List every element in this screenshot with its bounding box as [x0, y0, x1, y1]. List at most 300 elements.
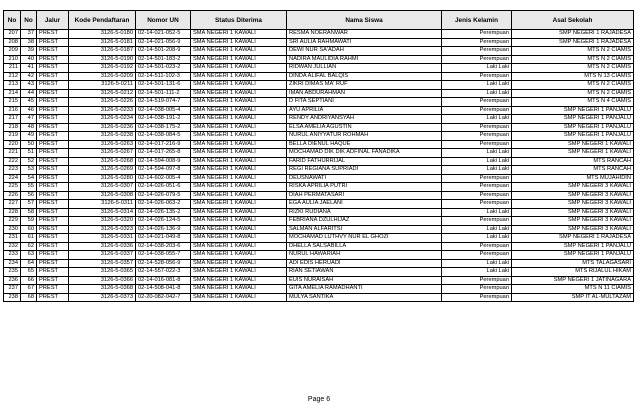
cell-no: 230	[4, 225, 21, 234]
cell-no-sub: 51	[21, 149, 37, 158]
cell-status-diterima: SMA NEGERI 1 KAWALI	[191, 259, 287, 268]
cell-status-diterima: SMA NEGERI 1 KAWALI	[191, 217, 287, 226]
page-number: Page 6	[307, 396, 331, 403]
cell-jenis-kelamin: Laki Laki	[442, 208, 512, 217]
cell-status-diterima: SMA NEGERI 1 KAWALI	[191, 64, 287, 73]
cell-nomor-un: 02-14-511-102-3	[136, 72, 191, 81]
cell-no: 217	[4, 115, 21, 124]
cell-kode-pendaftaran: 3126-5-0181	[69, 38, 136, 47]
cell-jalur: PREST	[37, 132, 69, 141]
cell-nomor-un: 02-14-501-208-9	[136, 47, 191, 56]
cell-nama-siswa: RESMA NOERANWAR	[287, 30, 442, 39]
cell-no-sub: 53	[21, 166, 37, 175]
cell-kode-pendaftaran: 3126-5-0236	[69, 123, 136, 132]
cell-nama-siswa: DEWI NUR SA'ADAH	[287, 47, 442, 56]
header-jenis-kelamin: Jenis Kelamin	[442, 11, 512, 30]
cell-status-diterima: SMA NEGERI 1 KAWALI	[191, 115, 287, 124]
header-no: No	[4, 11, 21, 30]
table-row	[4, 259, 634, 268]
cell-kode-pendaftaran: 3126-5-0187	[69, 47, 136, 56]
cell-asal-sekolah: MTS RANCAH	[512, 157, 634, 166]
table-row	[4, 47, 634, 56]
cell-asal-sekolah: MTS N 2 CIAMIS	[512, 55, 634, 64]
cell-nama-siswa: RISKA APRILIA PUTRI	[287, 183, 442, 192]
table-row	[4, 268, 634, 277]
cell-nomor-un: 02-14-026-063-2	[136, 200, 191, 209]
cell-asal-sekolah: MTS N 11 CIAMIS	[512, 285, 634, 294]
cell-kode-pendaftaran: 3126-5-0320	[69, 217, 136, 226]
cell-jenis-kelamin: Perempuan	[442, 140, 512, 149]
cell-nomor-un: 02-14-594-008-9	[136, 157, 191, 166]
cell-status-diterima: SMA NEGERI 1 KAWALI	[191, 89, 287, 98]
cell-kode-pendaftaran: 3126-5-0234	[69, 115, 136, 124]
cell-kode-pendaftaran: 3126-5-0190	[69, 55, 136, 64]
cell-status-diterima: SMA NEGERI 1 KAWALI	[191, 98, 287, 107]
cell-kode-pendaftaran: 3126-5-0267	[69, 149, 136, 158]
cell-status-diterima: SMA NEGERI 1 KAWALI	[191, 234, 287, 243]
table-row	[4, 132, 634, 141]
cell-jalur: PREST	[37, 251, 69, 260]
cell-asal-sekolah: SMP NEGERI 1 RAJADESA	[512, 38, 634, 47]
cell-kode-pendaftaran: 3126-5-0308	[69, 191, 136, 200]
table-row	[4, 208, 634, 217]
cell-asal-sekolah: SMP NEGERI 1 PANJALU	[512, 106, 634, 115]
cell-no-sub: 52	[21, 157, 37, 166]
cell-nama-siswa: NURUL HAWARIAH	[287, 251, 442, 260]
cell-no: 209	[4, 47, 21, 56]
header-kode-pendaftaran: Kode Pendaftaran	[69, 11, 136, 30]
cell-no: 211	[4, 64, 21, 73]
cell-kode-pendaftaran: 3126-5-0269	[69, 166, 136, 175]
cell-status-diterima: SMA NEGERI 1 KAWALI	[191, 30, 287, 39]
cell-asal-sekolah: SMP NEGERI 3 KAWALI	[512, 183, 634, 192]
cell-nomor-un: 02-14-017-216-9	[136, 140, 191, 149]
header-asal-sekolah: Asal Sekolah	[512, 11, 634, 30]
cell-kode-pendaftaran: 3126-5-0336	[69, 242, 136, 251]
cell-jenis-kelamin: Perempuan	[442, 251, 512, 260]
cell-jalur: PREST	[37, 217, 69, 226]
cell-jenis-kelamin: Perempuan	[442, 47, 512, 56]
cell-nama-siswa: RENDY ANDRIYANSYAH	[287, 115, 442, 124]
table-row	[4, 64, 634, 73]
cell-kode-pendaftaran: 3126-5-0211	[69, 81, 136, 90]
cell-nomor-un: 02-14-501-111-2	[136, 89, 191, 98]
table-row	[4, 242, 634, 251]
cell-status-diterima: SMA NEGERI 1 KAWALI	[191, 191, 287, 200]
header-status-diterima: Status Diterima	[191, 11, 287, 30]
cell-jenis-kelamin: Perempuan	[442, 106, 512, 115]
cell-nama-siswa: REGI REGIANA SUPRIADI	[287, 166, 442, 175]
cell-asal-sekolah: MTS MUJAHIDIN	[512, 174, 634, 183]
cell-nomor-un: 02-14-501-131-6	[136, 81, 191, 90]
cell-kode-pendaftaran: 3126-5-0238	[69, 132, 136, 141]
cell-asal-sekolah: MTS N 2 CIAMIS	[512, 47, 634, 56]
table-row	[4, 89, 634, 98]
cell-no-sub: 49	[21, 132, 37, 141]
cell-jenis-kelamin: Laki Laki	[442, 225, 512, 234]
cell-kode-pendaftaran: 3126-5-0311	[69, 200, 136, 209]
cell-no: 225	[4, 183, 21, 192]
cell-jalur: PREST	[37, 174, 69, 183]
table-header-row	[4, 11, 634, 30]
cell-jenis-kelamin: Perempuan	[442, 183, 512, 192]
cell-nama-siswa: SRI AULIA RAHMAWATI	[287, 38, 442, 47]
cell-no-sub: 65	[21, 268, 37, 277]
cell-jenis-kelamin: Laki Laki	[442, 259, 512, 268]
table-row	[4, 166, 634, 175]
cell-jalur: PREST	[37, 115, 69, 124]
cell-nama-siswa: ADI EDIS HERUADI	[287, 259, 442, 268]
cell-nomor-un: 02-14-038-055-7	[136, 251, 191, 260]
cell-jalur: PREST	[37, 98, 69, 107]
cell-nama-siswa: FARID FATHURRIJAL	[287, 157, 442, 166]
table-row	[4, 98, 634, 107]
header-nomor-un: Nomor UN	[136, 11, 191, 30]
cell-jenis-kelamin: Laki Laki	[442, 149, 512, 158]
cell-nama-siswa: EGA AULIA JAELANI	[287, 200, 442, 209]
cell-nomor-un: 02-14-021-052-5	[136, 30, 191, 39]
cell-jalur: PREST	[37, 157, 69, 166]
cell-no: 207	[4, 30, 21, 39]
cell-asal-sekolah: MTS N 2 CIAMIS	[512, 81, 634, 90]
cell-nama-siswa: IMAN ABDURAHMAN	[287, 89, 442, 98]
cell-jenis-kelamin: Perempuan	[442, 276, 512, 285]
cell-asal-sekolah: SMP NEGERI 1 PANJALU	[512, 251, 634, 260]
cell-jalur: PREST	[37, 166, 69, 175]
cell-jenis-kelamin: Perempuan	[442, 242, 512, 251]
cell-nomor-un: 02-14-528-056-9	[136, 259, 191, 268]
cell-status-diterima: SMA NEGERI 1 KAWALI	[191, 268, 287, 277]
cell-jalur: PREST	[37, 208, 69, 217]
cell-no-sub: 68	[21, 293, 37, 302]
cell-nama-siswa: NADIRA MAULIDIA RAHMI	[287, 55, 442, 64]
cell-nama-siswa: EUIS NURAISAH	[287, 276, 442, 285]
cell-status-diterima: SMA NEGERI 1 KAWALI	[191, 242, 287, 251]
cell-jenis-kelamin: Perempuan	[442, 30, 512, 39]
cell-jalur: PREST	[37, 47, 69, 56]
cell-kode-pendaftaran: 3126-5-0233	[69, 106, 136, 115]
cell-no: 233	[4, 251, 21, 260]
table-row	[4, 174, 634, 183]
cell-no: 236	[4, 276, 21, 285]
header-jalur: Jalur	[37, 11, 69, 30]
cell-status-diterima: SMA NEGERI 1 KAWALI	[191, 208, 287, 217]
cell-status-diterima: SMA NEGERI 1 KAWALI	[191, 72, 287, 81]
cell-jalur: PREST	[37, 285, 69, 294]
cell-no: 223	[4, 166, 21, 175]
cell-nama-siswa: SALMAN ALFARITSI	[287, 225, 442, 234]
cell-status-diterima: SMA NEGERI 1 KAWALI	[191, 251, 287, 260]
cell-asal-sekolah: MTS N 4 CIAMIS	[512, 98, 634, 107]
cell-jenis-kelamin: Perempuan	[442, 72, 512, 81]
cell-jalur: PREST	[37, 106, 69, 115]
cell-status-diterima: SMA NEGERI 1 KAWALI	[191, 276, 287, 285]
cell-no: 210	[4, 55, 21, 64]
cell-asal-sekolah: SMP NEGERI 1 RAJADESA	[512, 234, 634, 243]
cell-no-sub: 59	[21, 217, 37, 226]
cell-asal-sekolah: SMP NEGERI 3 KAWALI	[512, 208, 634, 217]
cell-asal-sekolah: MTS N 13 CIAMIS	[512, 72, 634, 81]
cell-status-diterima: SMA NEGERI 1 KAWALI	[191, 285, 287, 294]
cell-jalur: PREST	[37, 276, 69, 285]
cell-no: 220	[4, 140, 21, 149]
cell-status-diterima: SMA NEGERI 1 KAWALI	[191, 293, 287, 302]
cell-kode-pendaftaran: 3126-5-0280	[69, 174, 136, 183]
cell-kode-pendaftaran: 3126-5-0373	[69, 293, 136, 302]
cell-jenis-kelamin: Perempuan	[442, 98, 512, 107]
cell-nomor-un: 02-14-501-183-2	[136, 55, 191, 64]
cell-nomor-un: 02-14-038-191-2	[136, 115, 191, 124]
cell-asal-sekolah: MTS RIJALUL HIKAM	[512, 268, 634, 277]
cell-no-sub: 45	[21, 98, 37, 107]
cell-status-diterima: SMA NEGERI 1 KAWALI	[191, 149, 287, 158]
cell-no: 226	[4, 191, 21, 200]
cell-nomor-un: 02-14-038-203-6	[136, 242, 191, 251]
table-row	[4, 285, 634, 294]
cell-nomor-un: 02-14-557-022-3	[136, 268, 191, 277]
cell-kode-pendaftaran: 3126-5-0323	[69, 225, 136, 234]
cell-no-sub: 42	[21, 72, 37, 81]
cell-kode-pendaftaran: 3126-5-0368	[69, 285, 136, 294]
cell-nomor-un: 02-14-519-074-7	[136, 98, 191, 107]
cell-jenis-kelamin: Laki Laki	[442, 166, 512, 175]
cell-jenis-kelamin: Perempuan	[442, 123, 512, 132]
cell-no-sub: 44	[21, 89, 37, 98]
cell-asal-sekolah: SMP NEGERI 1 KAWALI	[512, 149, 634, 158]
cell-nomor-un: 02-20-082-042-7	[136, 293, 191, 302]
cell-jenis-kelamin: Perempuan	[442, 132, 512, 141]
cell-no: 234	[4, 259, 21, 268]
cell-no-sub: 64	[21, 259, 37, 268]
header-no-sub: No	[21, 11, 37, 30]
cell-no: 213	[4, 81, 21, 90]
cell-nomor-un: 02-14-602-005-4	[136, 174, 191, 183]
cell-no-sub: 39	[21, 47, 37, 56]
cell-jalur: PREST	[37, 191, 69, 200]
cell-jalur: PREST	[37, 183, 69, 192]
cell-nomor-un: 02-14-026-124-5	[136, 217, 191, 226]
cell-nomor-un: 02-14-508-041-8	[136, 285, 191, 294]
cell-kode-pendaftaran: 3126-5-0212	[69, 89, 136, 98]
cell-nomor-un: 02-14-026-079-5	[136, 191, 191, 200]
cell-status-diterima: SMA NEGERI 1 KAWALI	[191, 55, 287, 64]
cell-nama-siswa: RIAN SETIAWAN	[287, 268, 442, 277]
cell-no-sub: 48	[21, 123, 37, 132]
cell-asal-sekolah: SMP NEGERI 1 RAJADESA	[512, 30, 634, 39]
table-row	[4, 72, 634, 81]
cell-asal-sekolah: MTS RANCAH	[512, 166, 634, 175]
cell-jalur: PREST	[37, 81, 69, 90]
cell-no: 224	[4, 174, 21, 183]
cell-jenis-kelamin: Perempuan	[442, 191, 512, 200]
cell-no: 231	[4, 234, 21, 243]
cell-asal-sekolah: SMP NEGERI 3 KAWALI	[512, 217, 634, 226]
cell-asal-sekolah: SMP IT AL-MULTAZAM	[512, 293, 634, 302]
cell-status-diterima: SMA NEGERI 1 KAWALI	[191, 132, 287, 141]
cell-jalur: PREST	[37, 149, 69, 158]
cell-nama-siswa: FEBRIANA DZULHIJAZ	[287, 217, 442, 226]
cell-nama-siswa: AYU APRILIA	[287, 106, 442, 115]
cell-jalur: PREST	[37, 64, 69, 73]
cell-kode-pendaftaran: 3126-5-0314	[69, 208, 136, 217]
cell-status-diterima: SMA NEGERI 1 KAWALI	[191, 166, 287, 175]
cell-asal-sekolah: SMP NEGERI 1 PANJALU	[512, 115, 634, 124]
admissions-table	[3, 10, 634, 302]
table-row	[4, 81, 634, 90]
cell-jalur: PREST	[37, 225, 69, 234]
table-row	[4, 276, 634, 285]
table-row	[4, 225, 634, 234]
cell-nama-siswa: DINDA ALIFAL BALQIS	[287, 72, 442, 81]
cell-kode-pendaftaran: 3126-5-0366	[69, 276, 136, 285]
cell-no-sub: 46	[21, 106, 37, 115]
table-row	[4, 123, 634, 132]
cell-no: 219	[4, 132, 21, 141]
table-row	[4, 115, 634, 124]
cell-no: 215	[4, 98, 21, 107]
cell-nama-siswa: RIZKI RUDIANA	[287, 208, 442, 217]
cell-asal-sekolah: SMP NEGERI 3 KAWALI	[512, 200, 634, 209]
cell-nomor-un: 02-14-021-056-9	[136, 38, 191, 47]
cell-no: 228	[4, 208, 21, 217]
cell-nama-siswa: DIAH PERMATASARI	[287, 191, 442, 200]
table-row	[4, 38, 634, 47]
cell-no-sub: 63	[21, 251, 37, 260]
cell-asal-sekolah: SMP NEGERI 1 KAWALI	[512, 140, 634, 149]
cell-jenis-kelamin: Perempuan	[442, 174, 512, 183]
table-row	[4, 30, 634, 39]
cell-nomor-un: 02-14-038-084-5	[136, 132, 191, 141]
cell-jenis-kelamin: Laki Laki	[442, 268, 512, 277]
cell-no: 214	[4, 89, 21, 98]
cell-jenis-kelamin: Laki Laki	[442, 81, 512, 90]
cell-asal-sekolah: SMP NEGERI 1 PANJALU	[512, 132, 634, 141]
table-row	[4, 251, 634, 260]
cell-jalur: PREST	[37, 72, 69, 81]
cell-jenis-kelamin: Perempuan	[442, 200, 512, 209]
cell-jalur: PREST	[37, 242, 69, 251]
cell-nomor-un: 02-14-038-175-2	[136, 123, 191, 132]
cell-kode-pendaftaran: 3126-5-0263	[69, 140, 136, 149]
cell-no-sub: 62	[21, 242, 37, 251]
cell-kode-pendaftaran: 3126-5-0307	[69, 183, 136, 192]
cell-status-diterima: SMA NEGERI 1 KAWALI	[191, 140, 287, 149]
cell-status-diterima: SMA NEGERI 1 KAWALI	[191, 47, 287, 56]
cell-no-sub: 38	[21, 38, 37, 47]
table-row	[4, 140, 634, 149]
cell-jenis-kelamin: Perempuan	[442, 285, 512, 294]
cell-no: 208	[4, 38, 21, 47]
cell-no: 218	[4, 123, 21, 132]
cell-no-sub: 61	[21, 234, 37, 243]
cell-jalur: PREST	[37, 293, 69, 302]
cell-jalur: PREST	[37, 30, 69, 39]
cell-no: 222	[4, 157, 21, 166]
cell-nama-siswa: DHELLA SALSABILLA	[287, 242, 442, 251]
cell-nomor-un: 02-14-026-136-9	[136, 225, 191, 234]
cell-no-sub: 57	[21, 200, 37, 209]
table-row	[4, 55, 634, 64]
cell-no: 238	[4, 293, 21, 302]
cell-no-sub: 55	[21, 183, 37, 192]
cell-asal-sekolah: SMP NEGERI 1 JATINAGARA	[512, 276, 634, 285]
cell-no-sub: 37	[21, 30, 37, 39]
cell-no-sub: 43	[21, 81, 37, 90]
cell-asal-sekolah: SMP NEGERI 1 PANJALU	[512, 242, 634, 251]
cell-nomor-un: 02-14-026-051-6	[136, 183, 191, 192]
cell-nomor-un: 02-14-021-049-8	[136, 234, 191, 243]
cell-jalur: PREST	[37, 55, 69, 64]
cell-status-diterima: SMA NEGERI 1 KAWALI	[191, 106, 287, 115]
cell-no: 237	[4, 285, 21, 294]
table-row	[4, 234, 634, 243]
table-row	[4, 106, 634, 115]
table-row	[4, 191, 634, 200]
table-row	[4, 157, 634, 166]
cell-no: 229	[4, 217, 21, 226]
cell-jenis-kelamin: Laki Laki	[442, 89, 512, 98]
cell-nomor-un: 02-14-501-023-2	[136, 64, 191, 73]
cell-nomor-un: 02-14-038-005-4	[136, 106, 191, 115]
cell-nama-siswa: MULYA SANTIKA	[287, 293, 442, 302]
cell-jalur: PREST	[37, 200, 69, 209]
cell-no-sub: 58	[21, 208, 37, 217]
cell-nomor-un: 02-14-017-265-8	[136, 149, 191, 158]
cell-no-sub: 50	[21, 140, 37, 149]
cell-no-sub: 54	[21, 174, 37, 183]
table-row	[4, 149, 634, 158]
cell-nomor-un: 02-14-016-081-8	[136, 276, 191, 285]
cell-nama-siswa: ELSA AMELIA AGUSTIN	[287, 123, 442, 132]
cell-nama-siswa: NURUL ANIYYATUR ROHMAH	[287, 132, 442, 141]
cell-asal-sekolah: SMP NEGERI 3 KAWALI	[512, 191, 634, 200]
cell-kode-pendaftaran: 3126-5-0209	[69, 72, 136, 81]
cell-nama-siswa: RIDWAN JULLIAN	[287, 64, 442, 73]
cell-nama-siswa: D FITA SEPTIANI	[287, 98, 442, 107]
cell-nama-siswa: ZIKRI DIMAS MA' RUF	[287, 81, 442, 90]
cell-no-sub: 67	[21, 285, 37, 294]
cell-status-diterima: SMA NEGERI 1 KAWALI	[191, 157, 287, 166]
cell-kode-pendaftaran: 3126-5-0331	[69, 234, 136, 243]
cell-no: 212	[4, 72, 21, 81]
cell-no-sub: 56	[21, 191, 37, 200]
cell-nomor-un: 02-14-026-135-2	[136, 208, 191, 217]
cell-status-diterima: SMA NEGERI 1 KAWALI	[191, 38, 287, 47]
cell-jenis-kelamin: Perempuan	[442, 55, 512, 64]
cell-no-sub: 40	[21, 55, 37, 64]
cell-jenis-kelamin: Perempuan	[442, 293, 512, 302]
cell-no: 235	[4, 268, 21, 277]
cell-no: 232	[4, 242, 21, 251]
cell-jenis-kelamin: Laki Laki	[442, 115, 512, 124]
cell-jenis-kelamin: Perempuan	[442, 38, 512, 47]
cell-kode-pendaftaran: 3126-5-0268	[69, 157, 136, 166]
cell-asal-sekolah: MTS N 2 CIAMIS	[512, 64, 634, 73]
table-row	[4, 217, 634, 226]
cell-jalur: PREST	[37, 140, 69, 149]
cell-kode-pendaftaran: 3126-5-0337	[69, 251, 136, 260]
cell-no: 227	[4, 200, 21, 209]
cell-asal-sekolah: MTS N 2 CIAMIS	[512, 89, 634, 98]
cell-status-diterima: SMA NEGERI 1 KAWALI	[191, 183, 287, 192]
cell-nama-siswa: DEUSNAWATI	[287, 174, 442, 183]
cell-jalur: PREST	[37, 268, 69, 277]
cell-jalur: PREST	[37, 89, 69, 98]
cell-no: 216	[4, 106, 21, 115]
cell-no-sub: 47	[21, 115, 37, 124]
cell-jalur: PREST	[37, 234, 69, 243]
cell-nama-siswa: MOCHAMAD DIK DIK ADFINAL FANADIKA	[287, 149, 442, 158]
